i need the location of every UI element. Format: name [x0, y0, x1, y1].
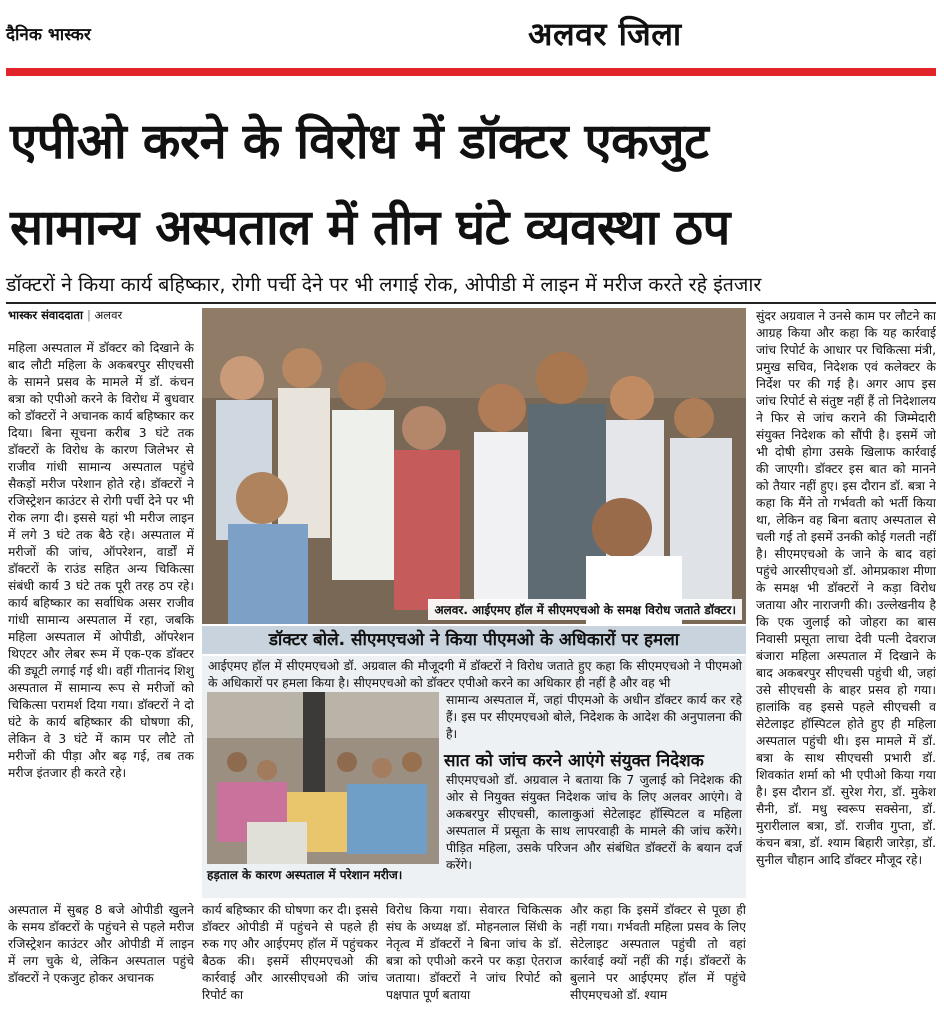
subheadline: डॉक्टरों ने किया कार्य बहिष्कार, रोगी पर्ची देने पर भी लगाई रोक, ओपीडी में लाइन में मरीज करते रहे इंतजार [6, 273, 762, 296]
sidebox-heading: डॉक्टर बोले. सीएमएचओ ने किया पीएमओ के अधिकारों पर हमला [202, 626, 746, 654]
crowd-photo-illustration [202, 308, 746, 624]
newspaper-brand: दैनिक भास्कर [6, 25, 91, 45]
byline [8, 308, 194, 323]
byline-reporter: भास्कर संवाददाता [8, 308, 83, 322]
sidebox-subheading: सात को जांच करने आएंगे संयुक्त निदेशक [444, 751, 704, 771]
article-column-right [756, 308, 936, 1012]
main-photo [202, 308, 746, 624]
article-paragraph: सुंदर अग्रवाल ने उनसे काम पर लौटने का आग्रह किया और कहा कि यह कार्रवाई जांच रिपोर्ट के आधार पर चिकित्सा मंत्री, प्रमुख सचिव, निदेशक एवं कलेक्टर के निर्देश पर की गई है। अगर आप इस जांच रिपोर्ट से संतुष्ट नहीं हैं तो निदेशालय ने फिर से जांच कराने की जिम्मेदारी संयुक्त निदेशक को सौंपी है। इसमें जो भी दोषी होगा उसके खिलाफ कार्रवाई की जाएगी। डॉक्टर इस बात को मानने को तैयार नहीं हुए। इस दौरान डॉ. बत्रा ने कहा कि मैंने तो गर्भवती को भर्ती किया था, लेकिन वह बिना बताए अस्पताल से चली गई तो इसमें उनकी कोई गलती नहीं है। सीएमएचओ के जाने के बाद वहां पहुंचे आरसीएचओ डॉ. ओमप्रकाश मीणा के समक्ष भी डॉक्टरों ने कड़ा विरोध जताया और नाराजगी की। उल्लेखनीय है कि एक जुलाई को जोहरा का बास निवासी प्रसूता लाचा देवी पत्नी देवराज बंजारा महिला अस्पताल में दिखाने के बाद अकबरपुर सीएचसी पहुंची थी, जहां उसे सीएचसी के बाहर प्रसव हो गया। हालांकि वह इससे पहले सीएचसी व सेटेलाइट हॉस्पिटल होते हुए ही महिला अस्पताल पहुंची थी। इस मामले में डॉ. बत्रा के साथ सीएचसी प्रभारी डॉ. शिवकांत शर्मा को भी एपीओ किया गया है। इस दौरान डॉ. सुरेश गेरा, डॉ. मुकेश सैनी, डॉ. मधु स्वरूप सक्सेना, डॉ. मुरारीलाल बत्रा, डॉ. राजीव गुप्ता, डॉ. कंचन बत्रा, डॉ. श्याम बिहारी जारेड़ा, डॉ. सुनील चौहान आदि डॉक्टर मौजूद रहे। [756, 309, 936, 867]
article-column-mid-3: और कहा कि इसमें डॉक्टर से पूछा ही नहीं गया। गर्भवती महिला प्रसव के लिए सेटेलाइट अस्पताल पहुंची तो वहां कार्रवाई क्यों नहीं की गई। डॉक्टरों के बुलाने पर आईएमए हॉल में पहुंचे सीएमएचओ डॉ. श्याम [570, 903, 746, 1002]
article-column-mid-2: विरोध किया गया। सेवारत चिकित्सक संघ के अध्यक्ष डॉ. मोहनलाल सिंधी के नेतृत्व में डॉक्टरों ने बिना जांच के डॉ. बत्रा को एपीओ करने पर कड़ा ऐतराज जताया। डॉक्टरों ने जांच रिपोर्ट को पक्षपात पूर्ण बताया [386, 903, 562, 1002]
subheadline-rule [6, 302, 936, 304]
article-column-left-bottom: अस्पताल में सुबह 8 बजे ओपीडी खुलने के समय डॉक्टरों के पहुंचने से पहले मरीज रजिस्ट्रेशन काउंटर और ओपीडी में लाइन में लग चुके थे, लेकिन अस्पताल पहुंचे डॉक्टरों ने एकजुट होकर अचानक [8, 903, 194, 985]
patients-photo-caption: हड़ताल के कारण अस्पताल में परेशान मरीज। [207, 868, 403, 882]
sidebox-paragraph-1-continued: सामान्य अस्पताल में, जहां पीएमओ के अधीन डॉक्टर कार्य कर रहे हैं। इस पर सीएमएचओ बोले, निदेशक के आदेश की अनुपालना की है। [446, 693, 742, 741]
article-paragraph: महिला अस्पताल में डॉक्टर को दिखाने के बाद लौटी महिला के अकबरपुर सीएचसी के सामने प्रसव के मामले में डॉ. कंचन बत्रा को एपीओ करने के विरोध में बुधवार को डॉक्टरों ने अचानक कार्य बहिष्कार कर दिया। बिना सूचना करीब 3 घंटे तक डॉक्टरों के विरोध के कारण जिलेभर से राजीव गांधी सामान्य अस्पताल पहुंचे सैकड़ों मरीज परेशान होते रहे। डॉक्टरों ने रजिस्ट्रेशन काउंटर से रोगी पर्ची देने पर भी रोक लगा दी। इससे यहां भी मरीज लाइन में लगे 3 घंटे तक बैठे रहे। अस्पताल में मरीजों की जांच, ऑपरेशन, वार्डों में डॉक्टरों के राउंड सहित अन्य चिकित्सा संबंधी कार्य 3 घंटे तक पूरी तरह ठप रहे। कार्य बहिष्कार का सर्वाधिक असर राजीव गांधी सामान्य अस्पताल में रहा, जबकि महिला अस्पताल में ओपीडी, ऑपरेशन थिएटर और लेबर रूम में एक-एक डॉक्टर की ड्यूटी लगाई गई थी। वहीं गीतानंद शिशु अस्पताल में सामान्य रूप से मरीजों को चिकित्सा परामर्श दिया गया। डॉक्टरों ने दो घंटे के कार्य बहिष्कार की घोषणा की, लेकिन वे 3 घंटे में काम पर लौटे तो मरीजों की पीड़ा और बढ़ गई, तब तक मरीज इंतजार ही करते रहे। [8, 341, 194, 780]
sidebox-paragraph-2: सीएमएचओ डॉ. अग्रवाल ने बताया कि 7 जुलाई को निदेशक की ओर से नियुक्त संयुक्त निदेशक जांच के लिए अलवर आएंगे। वे अकबरपुर सीएचसी, कालाकुआं सेटेलाइट हॉस्पिटल व महिला अस्पताल में प्रसूता के साथ लापरवाही के मामले की जांच करेंगे। पीड़ित महिला, उसके परिजन और संबंधित डॉक्टरों के बयान दर्ज करेंगे। [446, 773, 742, 872]
main-photo-caption: अलवर. आईएमए हॉल में सीएमएचओ के समक्ष विरोध जताते डॉक्टर। [428, 599, 742, 620]
patients-photo-illustration [207, 692, 439, 864]
sidebox-paragraph-1: आईएमए हॉल में सीएमएचओ डॉ. अग्रवाल की मौजूदगी में डॉक्टरों ने विरोध जताते हुए कहा कि सीएमएचओ ने पीएमओ के अधिकारों पर हमला किया है। सीएमएचओ को डॉक्टर एपीओ करने का अधिकार ही नहीं है और वह भी [208, 659, 742, 690]
headline-line-2: सामान्य अस्पताल में तीन घंटे व्यवस्था ठप [10, 199, 730, 256]
byline-place: अलवर [94, 308, 123, 322]
section-title: अलवर जिला [528, 15, 682, 53]
byline-separator: | [86, 308, 95, 322]
headline-line-1: एपीओ करने के विरोध में डॉक्टर एकजुट [10, 113, 709, 170]
patients-photo [207, 692, 439, 864]
masthead-divider [6, 68, 936, 76]
article-column-mid-1: कार्य बहिष्कार की घोषणा कर दी। इससे डॉक्टर ओपीडी में पहुंचने से पहले ही रुक गए और आईएमए हॉल में पहुंचकर बैठक की। इसमें सीएमएचओ की कार्रवाई और आरसीएचओ की जांच रिपोर्ट का [202, 903, 378, 1002]
article-column-left [8, 340, 194, 902]
